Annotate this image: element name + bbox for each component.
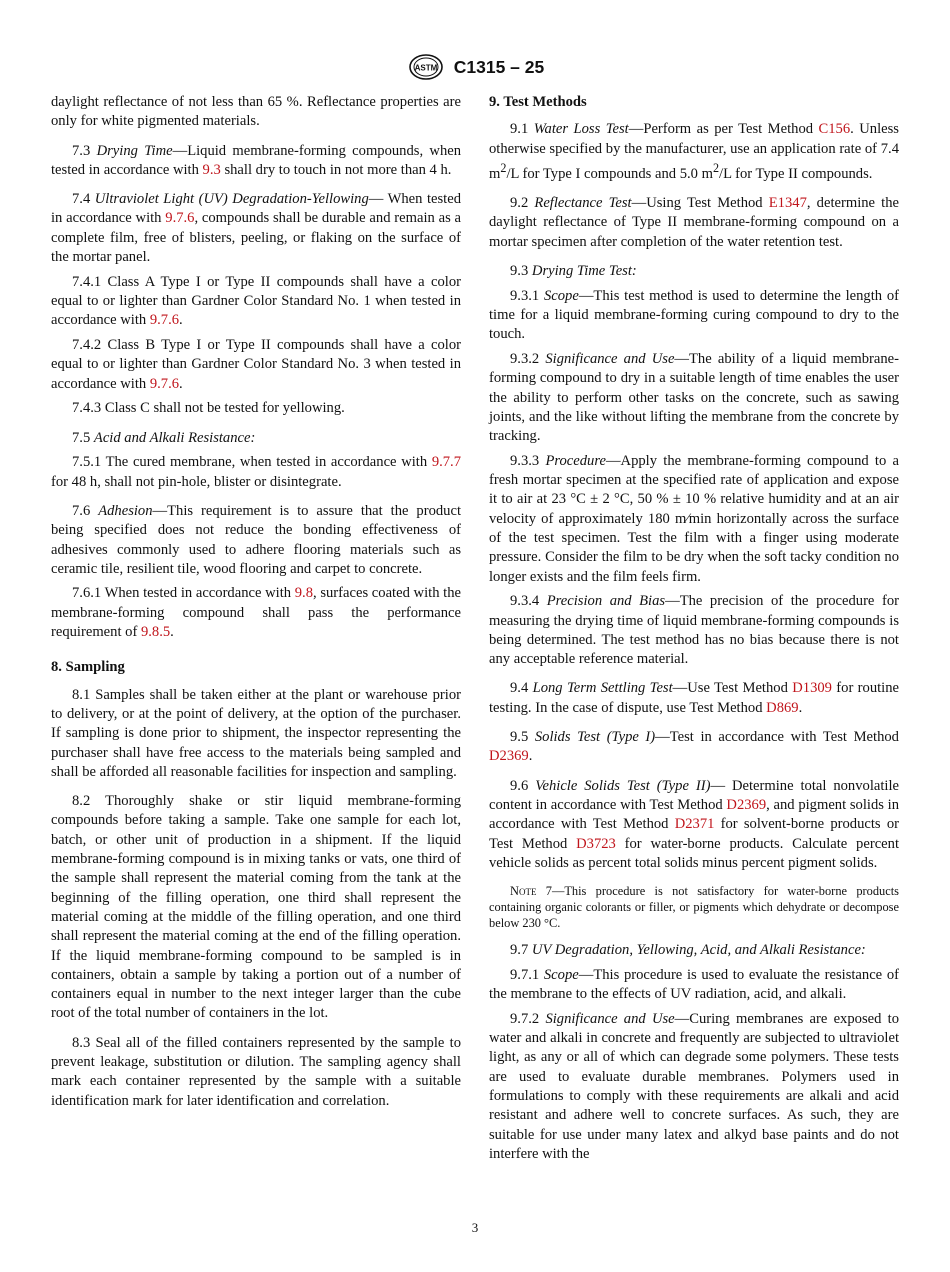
- paragraph-9-1: 9.1 Water Loss Test—Perform as per Test Method C156. Unless otherwise specified by the manufacturer, use an application rate of 7.4 $m^2/L$ for Type I compounds and 5.0 $m^2/L$ for Type II compounds.: [489, 121, 899, 182]
- ref-link[interactable]: D2369: [489, 748, 529, 765]
- paragraph-9-3-4: 9.3.4 Precision and Bias—The precision of the procedure for measuring the drying time of liquid membrane-forming compounds is being determined. The test method has no bias because there is not any acceptable reference material.: [489, 593, 899, 668]
- astm-logo-icon: [406, 52, 446, 82]
- right-column: [489, 93, 899, 1170]
- paragraph-7-5: 7.5 Acid and Alkali Resistance:: [72, 429, 256, 446]
- paragraph-9-7: 9.7 UV Degradation, Yellowing, Acid, and Alkali Resistance:: [510, 942, 866, 959]
- ref-link[interactable]: 9.7.6: [165, 210, 195, 227]
- paragraph-9-6: 9.6 Vehicle Solids Test (Type II)— Determine total nonvolatile content in accordance with Test Method D2369, and pigment solids in accordance with Test Method D2371 for solvent-borne products or Test Method D3723 for water-borne products. Calculate percent vehicle solids as percent total solids minus percent pigment solids.: [489, 777, 899, 871]
- page-header: [0, 52, 950, 82]
- ref-link[interactable]: 9.7.7: [431, 454, 461, 471]
- paragraph-9-4: 9.4 Long Term Settling Test—Use Test Method D1309 for routine testing. In the case of dispute, use Test Method D869.: [489, 680, 900, 716]
- note-7: Note 7—This procedure is not satisfactory for water-borne products containing organic colorants or filler, or pigments which dehydrate or decompose below 230 °C.: [489, 884, 899, 931]
- paragraph-9-7-2: 9.7.2 Significance and Use—Curing membranes are exposed to water and alkali in concrete and frequently are subjected to ultraviolet light, as any or all of which can degrade some polymers. These tests are used to evaluate durable membranes. Polymers used in formulations to comply with these requirements are alkali and acid resistant and adhere well to concrete surfaces. As such, they are suitable for use under many latex and alkyd base paints and do not interfere with the: [489, 1010, 899, 1162]
- paragraph-9-3-2: 9.3.2 Significance and Use—The ability of a liquid membrane-forming compound to dry in a suitable length of time enables the user the ability to perform other tasks on the concrete, such as sawing joints, and the like without lifting the membrane from the concrete by tracking.: [489, 350, 899, 445]
- paragraph-7-3: 7.3 Drying Time—Liquid membrane-forming compounds, when tested in accordance with 9.3 shall dry to touch in not more than 4 h.: [51, 142, 462, 178]
- ref-link[interactable]: 9.7.6: [149, 312, 180, 329]
- ref-link[interactable]: 9.8: [294, 585, 313, 602]
- paragraph-9-5: 9.5 Solids Test (Type I)—Test in accordance with Test Method D2369.: [489, 729, 899, 765]
- paragraph-7-2-cont: daylight reflectance of not less than 65 %. Reflectance properties are only for white pigmented materials.: [51, 94, 461, 130]
- ref-link[interactable]: D1309: [792, 680, 832, 697]
- paragraph-9-3-3: 9.3.3 Procedure—Apply the membrane-forming compound to a fresh mortar specimen at the specified rate of application and expose it to air at 23 °C ± 2 °C, 50 % ± 10 % relative humidity and at an air velocity of approximately 180 m⁄min horizontally across the surface of the test specimen. Test the film with a finger using moderate pressure. Consider the film to be dry when the soft tacky condition no longer exists and the film feels firm.: [489, 452, 899, 585]
- ref-link[interactable]: D2369: [726, 796, 767, 813]
- paragraph-9-3-1: 9.3.1 Scope—This test method is used to determine the length of time for a liquid membrane-forming curing compound to dry to the touch.: [489, 287, 899, 343]
- paragraph-7-6: 7.6 Adhesion—This requirement is to assure that the product being specified does not reduce the bonding effectiveness of adhesives commonly used to adhere flooring materials such as ceramic tile, resilient tile, wood flooring and carpet to concrete.: [51, 502, 461, 577]
- ref-link[interactable]: C156: [818, 121, 851, 138]
- ref-link[interactable]: D3723: [576, 835, 616, 852]
- ref-link[interactable]: D869: [766, 699, 799, 716]
- paragraph-9-7-1: 9.7.1 Scope—This procedure is used to evaluate the resistance of the membrane to the effects of UV radiation, acid, and alkali.: [489, 966, 899, 1003]
- paragraph-7-4-1: 7.4.1 Class A Type I or Type II compounds shall have a color equal to or lighter than Gardner Color Standard No. 1 when tested in accordance with 9.7.6.: [51, 273, 461, 329]
- paragraph-7-5-1: 7.5.1 The cured membrane, when tested in accordance with 9.7.7 for 48 h, shall not pin-hole, blister or disintegrate.: [51, 454, 461, 490]
- paragraph-7-4: 7.4 Ultraviolet Light (UV) Degradation-Yellowing— When tested in accordance with 9.7.6, compounds shall be durable and remain as a complete film, free of blisters, peeling, or flaking on the surface of the mortar panel.: [51, 191, 462, 266]
- paragraph-7-4-2: 7.4.2 Class B Type I or Type II compounds shall have a color equal to or lighter than Gardner Color Standard No. 3 when tested in accordance with 9.7.6.: [51, 337, 461, 392]
- page-number: 3: [471, 1220, 479, 1235]
- paragraph-8-3: 8.3 Seal all of the filled containers represented by the sample to prevent leakage, substitution or dilution. The sampling agency shall mark each container represented by the sample with a suitable identification mark for later identification and correlation.: [51, 1034, 461, 1109]
- logo-text: ASTM: [414, 63, 438, 73]
- ref-link[interactable]: 9.8.5: [140, 624, 171, 641]
- paragraph-9-3: 9.3 Drying Time Test:: [510, 262, 637, 279]
- section-heading-sampling: 8. Sampling: [51, 659, 125, 676]
- left-column: [51, 93, 461, 1116]
- paragraph-7-4-3: 7.4.3 Class C shall not be tested for yellowing.: [72, 400, 345, 417]
- paragraph-8-2: 8.2 Thoroughly shake or stir liquid membrane-forming compounds before taking a sample. Take one sample for each lot, batch, or other unit of production in a shipment. If the liquid membrane-forming compound is in mixing tanks or vats, one third of the sample shall represent the material coming from the tank at the beginning of the filling operation, one third shall represent the material coming at the middle of the filling operation, and one third shall represent the material coming at the end of the filling operation. If the liquid membrane-forming compound to be sampled is in containers, obtain a sample by taking a portion out of a number of containers equal in number to the next integer larger than the cube root of the total number of containers in the lot.: [51, 793, 461, 1022]
- paragraph-9-2: 9.2 Reflectance Test—Using Test Method E1347, determine the daylight reflectance of Type II membrane-forming compound on a mortar specimen after completion of the water retention test.: [489, 195, 899, 250]
- ref-link[interactable]: 9.7.6: [149, 375, 180, 392]
- ref-link[interactable]: 9.3: [202, 161, 221, 178]
- ref-link[interactable]: D2371: [674, 816, 715, 833]
- standard-designation: C1315 – 25: [453, 56, 545, 77]
- paragraph-7-6-1: 7.6.1 When tested in accordance with 9.8, surfaces coated with the membrane-forming compound shall pass the performance requirement of 9.8.5.: [51, 585, 461, 641]
- section-heading-test-methods: 9. Test Methods: [489, 94, 587, 110]
- ref-link[interactable]: E1347: [768, 195, 807, 212]
- paragraph-8-1: 8.1 Samples shall be taken either at the plant or warehouse prior to delivery, or at the point of delivery, at the option of the purchaser. If sampling is done prior to shipment, the inspector representing the purchaser shall have free access to the materials being sampled and shall be afforded all reasonable facilities for inspection and sampling.: [51, 686, 461, 780]
